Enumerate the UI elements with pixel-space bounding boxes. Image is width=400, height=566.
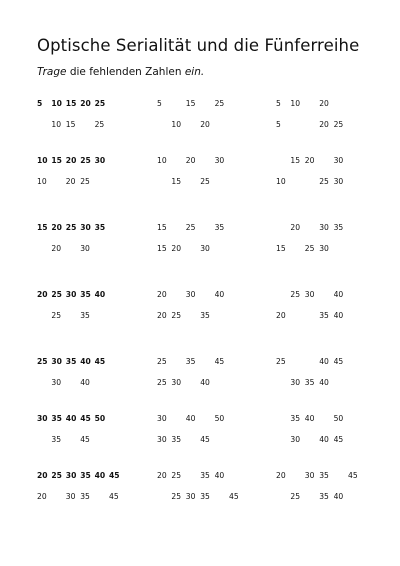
number-cell: 40 — [333, 290, 344, 299]
number-cell: 25 — [214, 99, 225, 108]
number-cell: 35 — [51, 435, 62, 444]
number-cell: 45 — [333, 435, 344, 444]
number-cell: 15 — [157, 223, 167, 232]
number-cell: 30 — [171, 378, 182, 387]
number-cell: 30 — [157, 414, 167, 423]
exercise-sequence — [157, 119, 257, 130]
number-cell: 40 — [319, 378, 329, 387]
number-cell: 20 — [65, 156, 77, 165]
number-cell: 35 — [80, 290, 91, 299]
number-cell: 30 — [94, 156, 106, 165]
number-cell: 25 — [94, 120, 105, 129]
exercise-sequence — [157, 377, 257, 388]
number-cell: 45 — [80, 414, 91, 423]
number-cell: 30 — [80, 244, 90, 253]
number-cell: 30 — [37, 414, 48, 423]
number-cell: 25 — [94, 99, 106, 108]
number-cell: 15 — [290, 156, 301, 165]
number-cell: 35 — [333, 223, 344, 232]
number-cell: 40 — [333, 311, 344, 320]
number-cell: 35 — [319, 471, 329, 480]
number-cell: 30 — [333, 177, 344, 186]
number-cell: 30 — [157, 435, 167, 444]
number-cell: 30 — [80, 223, 91, 232]
number-cell: 50 — [333, 414, 344, 423]
number-cell: 20 — [290, 223, 301, 232]
number-cell: 40 — [333, 492, 344, 501]
exercise-sequence — [276, 98, 376, 109]
exercise-sequence — [157, 356, 257, 367]
number-cell: 25 — [51, 471, 62, 480]
example-sequence — [37, 413, 137, 424]
exercise-sequence — [157, 310, 257, 321]
number-cell: 30 — [51, 357, 62, 366]
number-cell: 45 — [94, 357, 106, 366]
number-cell: 20 — [276, 311, 286, 320]
exercise-sequence — [276, 243, 376, 254]
number-cell: 20 — [51, 244, 62, 253]
number-cell: 35 — [200, 492, 210, 501]
number-cell: 35 — [304, 378, 315, 387]
number-cell: 10 — [157, 156, 167, 165]
instruction-verb: Trage — [37, 66, 67, 78]
number-cell: 10 — [276, 177, 286, 186]
exercise-sequence — [276, 377, 376, 388]
number-cell: 25 — [171, 492, 182, 501]
number-cell: 15 — [51, 156, 62, 165]
number-cell: 35 — [185, 357, 196, 366]
number-cell: 25 — [80, 156, 91, 165]
number-cell: 30 — [65, 492, 76, 501]
number-cell: 25 — [276, 357, 286, 366]
number-cell: 5 — [157, 99, 162, 108]
number-cell: 25 — [65, 223, 77, 232]
exercise-sequence — [157, 222, 257, 233]
number-cell: 5 — [276, 99, 281, 108]
number-cell: 20 — [157, 471, 167, 480]
number-cell: 45 — [80, 435, 90, 444]
number-cell: 25 — [304, 244, 315, 253]
exercise-sequence — [157, 434, 257, 445]
number-cell: 40 — [304, 414, 315, 423]
number-cell: 35 — [80, 471, 91, 480]
number-cell: 30 — [290, 435, 301, 444]
number-cell: 40 — [214, 471, 225, 480]
example-sequence — [37, 470, 137, 481]
number-cell: 45 — [229, 492, 239, 501]
example-sequence — [37, 98, 137, 109]
number-cell: 35 — [171, 435, 182, 444]
number-cell: 20 — [200, 120, 210, 129]
number-cell: 20 — [304, 156, 315, 165]
number-cell: 10 — [171, 120, 182, 129]
number-cell: 25 — [157, 378, 167, 387]
number-cell: 20 — [51, 223, 62, 232]
number-cell: 20 — [37, 492, 47, 501]
number-cell: 10 — [51, 99, 62, 108]
number-cell: 20 — [319, 120, 329, 129]
exercise-sequence — [276, 119, 376, 130]
number-cell: 40 — [319, 357, 329, 366]
exercise-sequence — [276, 470, 376, 481]
number-cell: 25 — [171, 471, 182, 480]
number-cell: 30 — [290, 378, 301, 387]
exercise-sequence — [157, 289, 257, 300]
exercise-sequence — [157, 470, 257, 481]
worksheet-title: Optische Serialität und die Fünferreihe — [37, 36, 360, 55]
number-cell: 25 — [290, 492, 301, 501]
number-cell: 20 — [37, 290, 48, 299]
number-cell: 15 — [276, 244, 286, 253]
number-cell: 15 — [185, 99, 196, 108]
exercise-sequence — [276, 155, 376, 166]
number-cell: 35 — [65, 357, 77, 366]
exercise-sequence — [276, 434, 376, 445]
number-cell: 20 — [319, 99, 329, 108]
example-sequence — [37, 222, 137, 233]
number-cell: 40 — [200, 378, 210, 387]
number-cell: 25 — [333, 120, 344, 129]
instruction-middle: die fehlenden Zahlen — [66, 66, 185, 78]
exercise-sequence — [37, 176, 137, 187]
number-cell: 40 — [94, 471, 106, 480]
exercise-sequence — [37, 434, 137, 445]
number-cell: 35 — [51, 414, 62, 423]
exercise-sequence — [37, 119, 137, 130]
number-cell: 15 — [65, 99, 77, 108]
number-cell: 20 — [37, 471, 48, 480]
exercise-sequence — [276, 310, 376, 321]
number-cell: 15 — [37, 223, 48, 232]
number-cell: 40 — [319, 435, 329, 444]
number-cell: 45 — [214, 357, 225, 366]
number-cell: 40 — [185, 414, 196, 423]
number-cell: 40 — [214, 290, 225, 299]
number-cell: 20 — [276, 471, 286, 480]
exercise-sequence — [157, 243, 257, 254]
exercise-sequence — [37, 243, 137, 254]
number-cell: 40 — [80, 357, 91, 366]
exercise-sequence — [37, 310, 137, 321]
number-cell: 15 — [157, 244, 167, 253]
exercise-sequence — [276, 176, 376, 187]
example-sequence — [37, 289, 137, 300]
number-cell: 45 — [348, 471, 358, 480]
number-cell: 10 — [37, 177, 47, 186]
number-cell: 40 — [94, 290, 106, 299]
example-sequence — [37, 155, 137, 166]
exercise-sequence — [276, 356, 376, 367]
number-cell: 50 — [94, 414, 106, 423]
number-cell: 20 — [157, 290, 167, 299]
number-cell: 10 — [37, 156, 48, 165]
exercise-sequence — [157, 176, 257, 187]
number-cell: 35 — [80, 492, 90, 501]
number-cell: 15 — [65, 120, 76, 129]
number-cell: 20 — [171, 244, 182, 253]
number-cell: 5 — [276, 120, 281, 129]
number-cell: 45 — [200, 435, 210, 444]
number-cell: 30 — [214, 156, 225, 165]
number-cell: 30 — [304, 290, 315, 299]
number-cell: 25 — [37, 357, 48, 366]
number-cell: 35 — [290, 414, 301, 423]
exercise-sequence — [37, 377, 137, 388]
number-cell: 35 — [80, 311, 90, 320]
number-cell: 30 — [65, 471, 77, 480]
instruction-end: ein. — [184, 66, 205, 78]
exercise-sequence — [276, 413, 376, 424]
number-cell: 35 — [319, 311, 329, 320]
number-cell: 45 — [109, 492, 119, 501]
number-cell: 25 — [290, 290, 301, 299]
number-cell: 35 — [200, 311, 210, 320]
number-cell: 30 — [333, 156, 344, 165]
number-cell: 35 — [214, 223, 225, 232]
number-cell: 25 — [51, 290, 62, 299]
worksheet-instruction — [37, 66, 204, 78]
number-cell: 25 — [185, 223, 196, 232]
exercise-sequence — [276, 222, 376, 233]
exercise-sequence — [157, 491, 257, 502]
number-cell: 30 — [319, 244, 329, 253]
number-cell: 25 — [51, 311, 62, 320]
number-cell: 35 — [319, 492, 329, 501]
number-cell: 20 — [157, 311, 167, 320]
number-cell: 5 — [37, 99, 43, 108]
exercise-sequence — [157, 98, 257, 109]
number-cell: 35 — [200, 471, 210, 480]
exercise-sequence — [276, 491, 376, 502]
number-cell: 45 — [333, 357, 344, 366]
number-cell: 20 — [185, 156, 196, 165]
number-cell: 30 — [200, 244, 210, 253]
exercise-sequence — [157, 413, 257, 424]
number-cell: 30 — [51, 378, 62, 387]
example-sequence — [37, 356, 137, 367]
number-cell: 25 — [319, 177, 329, 186]
number-cell: 25 — [200, 177, 210, 186]
number-cell: 50 — [214, 414, 225, 423]
number-cell: 35 — [94, 223, 106, 232]
number-cell: 45 — [109, 471, 120, 480]
number-cell: 30 — [65, 290, 77, 299]
number-cell: 30 — [185, 492, 196, 501]
exercise-sequence — [276, 289, 376, 300]
number-cell: 40 — [65, 414, 77, 423]
number-cell: 20 — [65, 177, 76, 186]
number-cell: 15 — [171, 177, 182, 186]
number-cell: 25 — [157, 357, 167, 366]
exercise-sequence — [37, 491, 137, 502]
number-cell: 40 — [80, 378, 90, 387]
number-cell: 30 — [319, 223, 329, 232]
number-cell: 30 — [304, 471, 315, 480]
number-cell: 30 — [185, 290, 196, 299]
exercise-sequence — [157, 155, 257, 166]
number-cell: 25 — [80, 177, 90, 186]
number-cell: 25 — [171, 311, 182, 320]
number-cell: 10 — [290, 99, 301, 108]
number-cell: 20 — [80, 99, 91, 108]
number-cell: 10 — [51, 120, 62, 129]
